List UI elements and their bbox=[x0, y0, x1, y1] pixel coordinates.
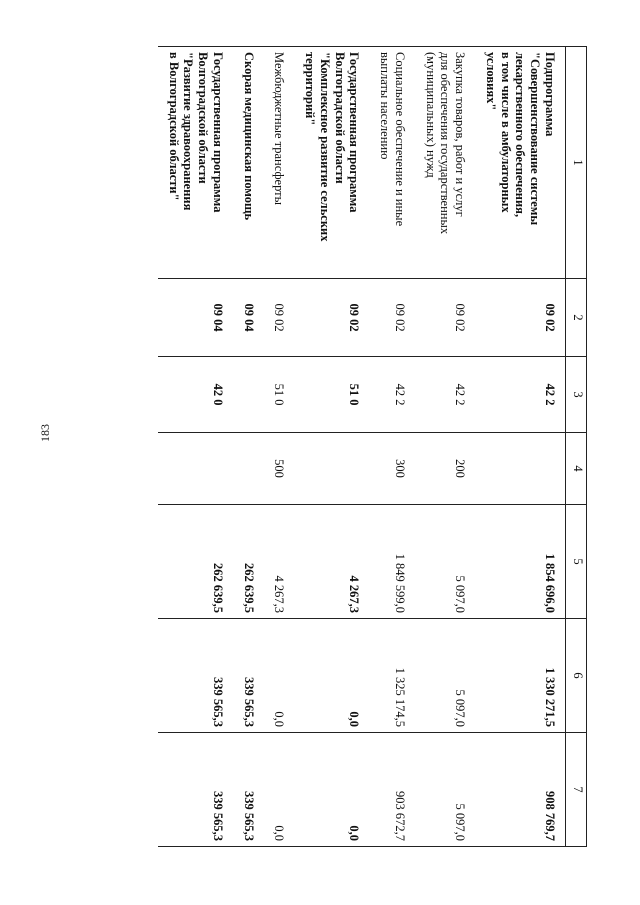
row-target-article: 42 0 bbox=[158, 357, 233, 433]
row-expense-type bbox=[233, 433, 264, 505]
row-target-article: 51 0 bbox=[295, 357, 370, 433]
row-section-code: 09 02 bbox=[370, 279, 416, 357]
row-name: Межбюджетные трансферты bbox=[264, 47, 295, 279]
table-row bbox=[475, 47, 565, 847]
row-name: Подпрограмма "Совершенствование системы лекарственного обеспечения, в том числе в амбулаторных условиях" bbox=[475, 47, 565, 279]
header-col-3: 3 bbox=[566, 357, 587, 433]
row-value-col6: 0,0 bbox=[264, 619, 295, 733]
row-name: Скорая медицинская помощь bbox=[233, 47, 264, 279]
row-value-col7: 0,0 bbox=[264, 733, 295, 847]
row-section-code: 09 04 bbox=[233, 279, 264, 357]
table-row bbox=[158, 47, 233, 847]
row-value-col5: 262 639,5 bbox=[233, 505, 264, 619]
row-value-col5: 4 267,3 bbox=[295, 505, 370, 619]
row-expense-type: 200 bbox=[415, 433, 475, 505]
row-section-code: 09 02 bbox=[415, 279, 475, 357]
row-value-col7: 908 769,7 bbox=[475, 733, 565, 847]
row-value-col6: 1 325 174,5 bbox=[370, 619, 416, 733]
row-name: Социальное обеспечение и иные выплаты населению bbox=[370, 47, 416, 279]
row-value-col5: 1 854 696,0 bbox=[475, 505, 565, 619]
budget-table bbox=[158, 46, 587, 847]
row-target-article: 42 2 bbox=[475, 357, 565, 433]
header-col-1: 1 bbox=[566, 47, 587, 279]
row-target-article bbox=[233, 357, 264, 433]
budget-table-container bbox=[70, 46, 587, 846]
row-value-col6: 339 565,3 bbox=[158, 619, 233, 733]
row-value-col7: 0,0 bbox=[295, 733, 370, 847]
header-col-6: 6 bbox=[566, 619, 587, 733]
row-value-col5: 262 639,5 bbox=[158, 505, 233, 619]
header-col-5: 5 bbox=[566, 505, 587, 619]
row-target-article: 42 2 bbox=[415, 357, 475, 433]
row-expense-type bbox=[158, 433, 233, 505]
row-value-col7: 903 672,7 bbox=[370, 733, 416, 847]
row-name: Закупка товаров, работ и услуг для обеспечения государственных (муниципальных) нужд bbox=[415, 47, 475, 279]
row-expense-type: 300 bbox=[370, 433, 416, 505]
row-section-code: 09 02 bbox=[264, 279, 295, 357]
row-expense-type: 500 bbox=[264, 433, 295, 505]
row-value-col6: 5 097,0 bbox=[415, 619, 475, 733]
table-row bbox=[264, 47, 295, 847]
row-target-article: 51 0 bbox=[264, 357, 295, 433]
row-section-code: 09 02 bbox=[475, 279, 565, 357]
row-value-col6: 0,0 bbox=[295, 619, 370, 733]
table-row bbox=[233, 47, 264, 847]
row-value-col6: 1 330 271,5 bbox=[475, 619, 565, 733]
table-row bbox=[415, 47, 475, 847]
header-col-4: 4 bbox=[566, 433, 587, 505]
table-row bbox=[370, 47, 416, 847]
row-name: Государственная программа Волгоградской области "Комплексное развитие сельских территорий" bbox=[295, 47, 370, 279]
row-value-col7: 339 565,3 bbox=[233, 733, 264, 847]
header-col-7: 7 bbox=[566, 733, 587, 847]
header-col-2: 2 bbox=[566, 279, 587, 357]
table-row bbox=[295, 47, 370, 847]
page-number: 183 bbox=[38, 424, 52, 442]
row-section-code: 09 04 bbox=[158, 279, 233, 357]
row-expense-type bbox=[295, 433, 370, 505]
row-value-col5: 4 267,3 bbox=[264, 505, 295, 619]
row-value-col5: 5 097,0 bbox=[415, 505, 475, 619]
row-value-col6: 339 565,3 bbox=[233, 619, 264, 733]
row-section-code: 09 02 bbox=[295, 279, 370, 357]
row-target-article: 42 2 bbox=[370, 357, 416, 433]
header-row bbox=[566, 47, 587, 847]
row-value-col5: 1 849 599,0 bbox=[370, 505, 416, 619]
row-expense-type bbox=[475, 433, 565, 505]
row-name: Государственная программа Волгоградской области "Развитие здравоохранения в Волгоградской области" bbox=[158, 47, 233, 279]
table-body bbox=[158, 47, 566, 847]
row-value-col7: 5 097,0 bbox=[415, 733, 475, 847]
row-value-col7: 339 565,3 bbox=[158, 733, 233, 847]
